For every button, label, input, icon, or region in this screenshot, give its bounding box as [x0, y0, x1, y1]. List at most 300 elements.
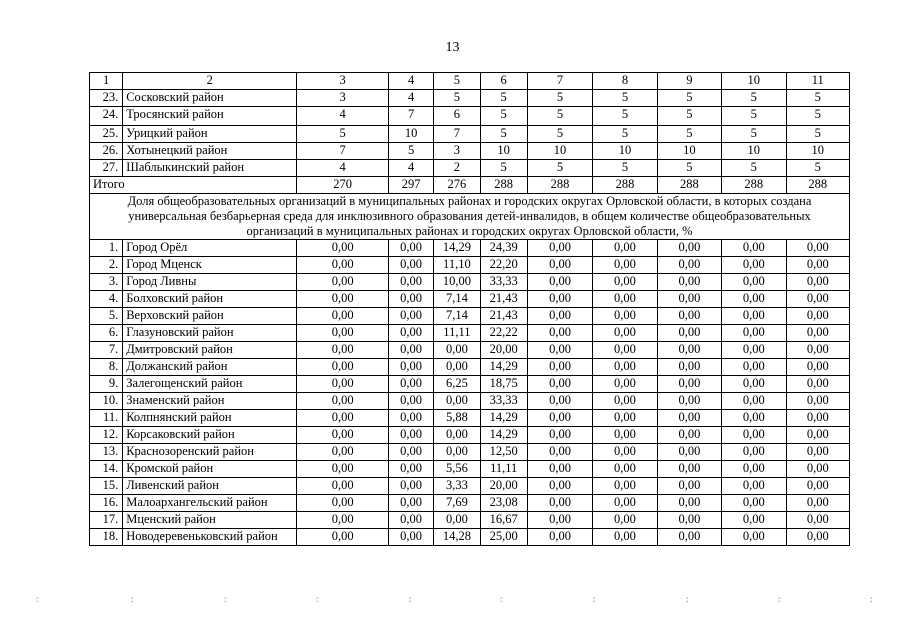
value-cell: 5,56 — [434, 461, 480, 478]
total-row — [90, 177, 850, 194]
value-cell: 5 — [480, 126, 527, 143]
total-value: 297 — [388, 177, 433, 194]
value-cell: 7,69 — [434, 495, 480, 512]
value-cell: 5 — [593, 160, 657, 177]
header-cell: 8 — [593, 73, 657, 90]
value-cell: 25,00 — [480, 529, 527, 546]
value-cell: 0,00 — [388, 393, 433, 410]
value-cell: 3,33 — [434, 478, 480, 495]
value-cell: 14,29 — [480, 410, 527, 427]
value-cell: 0,00 — [527, 274, 592, 291]
value-cell: 0,00 — [388, 342, 433, 359]
value-cell: 0,00 — [593, 529, 657, 546]
value-cell: 0,00 — [593, 308, 657, 325]
district-name: Мценский район — [123, 512, 297, 529]
scan-mark: : — [686, 594, 689, 604]
value-cell: 0,00 — [657, 359, 721, 376]
value-cell: 0,00 — [434, 393, 480, 410]
value-cell: 0,00 — [297, 529, 389, 546]
table-row — [90, 376, 850, 393]
table-row — [90, 308, 850, 325]
value-cell: 0,00 — [434, 359, 480, 376]
value-cell: 14,29 — [480, 427, 527, 444]
value-cell: 0,00 — [388, 308, 433, 325]
value-cell: 4 — [297, 160, 389, 177]
value-cell: 0,00 — [786, 359, 849, 376]
value-cell: 5 — [722, 160, 786, 177]
value-cell: 22,20 — [480, 257, 527, 274]
table-row — [90, 359, 850, 376]
value-cell: 0,00 — [527, 427, 592, 444]
value-cell: 0,00 — [297, 393, 389, 410]
total-value: 270 — [297, 177, 389, 194]
value-cell: 0,00 — [297, 444, 389, 461]
section-heading-row — [90, 194, 850, 240]
total-value: 288 — [593, 177, 657, 194]
value-cell: 10 — [786, 143, 849, 160]
value-cell: 0,00 — [297, 240, 389, 257]
table-row — [90, 143, 850, 160]
value-cell: 0,00 — [434, 342, 480, 359]
district-name: Залегощенский район — [123, 376, 297, 393]
value-cell: 0,00 — [527, 325, 592, 342]
header-cell: 5 — [434, 73, 480, 90]
value-cell: 0,00 — [786, 444, 849, 461]
value-cell: 0,00 — [297, 461, 389, 478]
table-row — [90, 274, 850, 291]
value-cell: 0,00 — [527, 444, 592, 461]
scan-mark: : — [316, 594, 319, 604]
value-cell: 0,00 — [527, 240, 592, 257]
value-cell: 0,00 — [388, 410, 433, 427]
header-cell: 2 — [123, 73, 297, 90]
value-cell: 0,00 — [527, 393, 592, 410]
header-cell: 7 — [527, 73, 592, 90]
table-row — [90, 529, 850, 546]
value-cell: 5 — [722, 107, 786, 126]
value-cell: 0,00 — [388, 529, 433, 546]
district-name: Кромской район — [123, 461, 297, 478]
value-cell: 10 — [657, 143, 721, 160]
value-cell: 5 — [657, 90, 721, 107]
value-cell: 18,75 — [480, 376, 527, 393]
row-number: 18. — [90, 529, 123, 546]
value-cell: 5 — [786, 90, 849, 107]
value-cell: 5 — [657, 107, 721, 126]
row-number: 17. — [90, 512, 123, 529]
table-row — [90, 107, 850, 126]
scan-mark: : — [593, 594, 596, 604]
value-cell: 7 — [297, 143, 389, 160]
row-number: 9. — [90, 376, 123, 393]
district-name: Город Ливны — [123, 274, 297, 291]
value-cell: 0,00 — [297, 325, 389, 342]
table-row — [90, 495, 850, 512]
scan-mark: : — [224, 594, 227, 604]
district-name: Ливенский район — [123, 478, 297, 495]
value-cell: 0,00 — [786, 274, 849, 291]
value-cell: 4 — [297, 107, 389, 126]
value-cell: 0,00 — [722, 308, 786, 325]
value-cell: 7,14 — [434, 308, 480, 325]
table-row — [90, 461, 850, 478]
value-cell: 0,00 — [593, 376, 657, 393]
value-cell: 0,00 — [722, 359, 786, 376]
row-number: 4. — [90, 291, 123, 308]
value-cell: 5 — [657, 160, 721, 177]
value-cell: 0,00 — [297, 257, 389, 274]
value-cell: 0,00 — [657, 291, 721, 308]
row-number: 16. — [90, 495, 123, 512]
value-cell: 10 — [388, 126, 433, 143]
value-cell: 24,39 — [480, 240, 527, 257]
value-cell: 0,00 — [388, 427, 433, 444]
table-row — [90, 427, 850, 444]
value-cell: 0,00 — [593, 444, 657, 461]
value-cell: 0,00 — [786, 291, 849, 308]
value-cell: 0,00 — [527, 308, 592, 325]
scan-mark: : — [500, 594, 503, 604]
district-name: Колпнянский район — [123, 410, 297, 427]
value-cell: 11,11 — [480, 461, 527, 478]
value-cell: 0,00 — [593, 257, 657, 274]
table-row — [90, 90, 850, 107]
value-cell: 0,00 — [434, 444, 480, 461]
value-cell: 0,00 — [786, 427, 849, 444]
value-cell: 0,00 — [786, 240, 849, 257]
scan-mark: : — [870, 594, 873, 604]
value-cell: 5 — [527, 107, 592, 126]
value-cell: 33,33 — [480, 393, 527, 410]
value-cell: 0,00 — [527, 376, 592, 393]
value-cell: 0,00 — [657, 240, 721, 257]
district-name: Город Орёл — [123, 240, 297, 257]
value-cell: 0,00 — [297, 291, 389, 308]
table-row — [90, 160, 850, 177]
table-row — [90, 478, 850, 495]
value-cell: 0,00 — [722, 495, 786, 512]
row-number: 26. — [90, 143, 123, 160]
value-cell: 0,00 — [527, 342, 592, 359]
value-cell: 10,00 — [434, 274, 480, 291]
value-cell: 0,00 — [388, 359, 433, 376]
section-heading: Доля общеобразовательных организаций в муниципальных районах и городских округах Орловской области, в которых создана универсальная безбарьерная среда для инклюзивного образования детей-инвалидов, в общем количестве общеобразовательных организаций в муниципальных районах и городских округах Орловской области, % — [90, 194, 850, 240]
value-cell: 0,00 — [388, 478, 433, 495]
value-cell: 0,00 — [297, 427, 389, 444]
value-cell: 0,00 — [527, 257, 592, 274]
total-value: 288 — [527, 177, 592, 194]
value-cell: 0,00 — [657, 257, 721, 274]
row-number: 6. — [90, 325, 123, 342]
value-cell: 0,00 — [786, 325, 849, 342]
table-row — [90, 393, 850, 410]
value-cell: 11,11 — [434, 325, 480, 342]
value-cell: 0,00 — [297, 478, 389, 495]
value-cell: 0,00 — [657, 444, 721, 461]
value-cell: 21,43 — [480, 291, 527, 308]
value-cell: 0,00 — [657, 512, 721, 529]
value-cell: 0,00 — [297, 512, 389, 529]
value-cell: 4 — [388, 90, 433, 107]
value-cell: 0,00 — [593, 325, 657, 342]
value-cell: 10 — [480, 143, 527, 160]
value-cell: 5 — [786, 107, 849, 126]
value-cell: 5 — [593, 126, 657, 143]
district-name: Должанский район — [123, 359, 297, 376]
scan-mark: : — [778, 594, 781, 604]
value-cell: 14,28 — [434, 529, 480, 546]
value-cell: 4 — [388, 160, 433, 177]
value-cell: 0,00 — [786, 461, 849, 478]
table-row — [90, 291, 850, 308]
value-cell: 10 — [593, 143, 657, 160]
value-cell: 0,00 — [657, 478, 721, 495]
district-name: Знаменский район — [123, 393, 297, 410]
table-row — [90, 444, 850, 461]
value-cell: 0,00 — [786, 257, 849, 274]
value-cell: 0,00 — [722, 512, 786, 529]
value-cell: 5 — [480, 107, 527, 126]
district-name: Болховский район — [123, 291, 297, 308]
value-cell: 0,00 — [593, 461, 657, 478]
value-cell: 33,33 — [480, 274, 527, 291]
table-row — [90, 126, 850, 143]
value-cell: 0,00 — [388, 291, 433, 308]
row-number: 23. — [90, 90, 123, 107]
row-number: 13. — [90, 444, 123, 461]
value-cell: 6,25 — [434, 376, 480, 393]
row-number: 25. — [90, 126, 123, 143]
value-cell: 0,00 — [527, 359, 592, 376]
value-cell: 5 — [722, 90, 786, 107]
row-number: 2. — [90, 257, 123, 274]
value-cell: 0,00 — [297, 308, 389, 325]
value-cell: 0,00 — [657, 342, 721, 359]
district-name: Шаблыкинский район — [123, 160, 297, 177]
value-cell: 0,00 — [593, 291, 657, 308]
header-cell: 11 — [786, 73, 849, 90]
row-number: 15. — [90, 478, 123, 495]
value-cell: 0,00 — [593, 359, 657, 376]
value-cell: 5,88 — [434, 410, 480, 427]
value-cell: 0,00 — [786, 478, 849, 495]
page-number: 13 — [445, 40, 460, 55]
value-cell: 5 — [593, 107, 657, 126]
value-cell: 2 — [434, 160, 480, 177]
value-cell: 7 — [434, 126, 480, 143]
value-cell: 23,08 — [480, 495, 527, 512]
value-cell: 5 — [480, 160, 527, 177]
value-cell: 0,00 — [657, 376, 721, 393]
header-cell: 9 — [657, 73, 721, 90]
district-name: Глазуновский район — [123, 325, 297, 342]
row-number: 10. — [90, 393, 123, 410]
row-number: 7. — [90, 342, 123, 359]
value-cell: 0,00 — [297, 376, 389, 393]
row-number: 3. — [90, 274, 123, 291]
value-cell: 21,43 — [480, 308, 527, 325]
value-cell: 3 — [297, 90, 389, 107]
value-cell: 0,00 — [657, 308, 721, 325]
value-cell: 10 — [527, 143, 592, 160]
value-cell: 0,00 — [593, 274, 657, 291]
district-name: Малоархангельский район — [123, 495, 297, 512]
total-value: 288 — [722, 177, 786, 194]
value-cell: 0,00 — [527, 410, 592, 427]
value-cell: 0,00 — [722, 393, 786, 410]
value-cell: 0,00 — [722, 444, 786, 461]
total-value: 276 — [434, 177, 480, 194]
table-row — [90, 512, 850, 529]
value-cell: 0,00 — [786, 393, 849, 410]
value-cell: 0,00 — [593, 495, 657, 512]
value-cell: 0,00 — [388, 495, 433, 512]
value-cell: 0,00 — [593, 478, 657, 495]
value-cell: 10 — [722, 143, 786, 160]
total-label: Итого — [90, 177, 297, 194]
value-cell: 5 — [657, 126, 721, 143]
value-cell: 0,00 — [388, 240, 433, 257]
value-cell: 0,00 — [722, 240, 786, 257]
value-cell: 0,00 — [786, 512, 849, 529]
value-cell: 0,00 — [297, 274, 389, 291]
row-number: 8. — [90, 359, 123, 376]
value-cell: 0,00 — [527, 529, 592, 546]
header-cell: 1 — [90, 73, 123, 90]
value-cell: 0,00 — [593, 512, 657, 529]
value-cell: 0,00 — [388, 257, 433, 274]
value-cell: 0,00 — [722, 342, 786, 359]
value-cell: 0,00 — [722, 291, 786, 308]
value-cell: 5 — [297, 126, 389, 143]
value-cell: 12,50 — [480, 444, 527, 461]
value-cell: 0,00 — [786, 410, 849, 427]
table-row — [90, 325, 850, 342]
district-name: Сосковский район — [123, 90, 297, 107]
value-cell: 0,00 — [593, 393, 657, 410]
value-cell: 5 — [527, 160, 592, 177]
value-cell: 0,00 — [527, 512, 592, 529]
district-name: Верховский район — [123, 308, 297, 325]
value-cell: 0,00 — [593, 342, 657, 359]
district-name: Тросянский район — [123, 107, 297, 126]
value-cell: 0,00 — [434, 427, 480, 444]
value-cell: 5 — [527, 126, 592, 143]
scan-mark: : — [131, 594, 134, 604]
value-cell: 6 — [434, 107, 480, 126]
district-name: Дмитровский район — [123, 342, 297, 359]
value-cell: 0,00 — [786, 529, 849, 546]
value-cell: 0,00 — [297, 342, 389, 359]
value-cell: 0,00 — [388, 444, 433, 461]
district-name: Новодеревеньковский район — [123, 529, 297, 546]
value-cell: 0,00 — [388, 461, 433, 478]
value-cell: 0,00 — [657, 274, 721, 291]
scan-marks — [0, 594, 905, 604]
value-cell: 0,00 — [527, 478, 592, 495]
total-value: 288 — [480, 177, 527, 194]
value-cell: 0,00 — [722, 478, 786, 495]
value-cell: 0,00 — [722, 410, 786, 427]
district-name: Город Мценск — [123, 257, 297, 274]
value-cell: 0,00 — [786, 376, 849, 393]
value-cell: 0,00 — [722, 529, 786, 546]
value-cell: 3 — [434, 143, 480, 160]
value-cell: 0,00 — [434, 512, 480, 529]
total-value: 288 — [786, 177, 849, 194]
value-cell: 0,00 — [786, 308, 849, 325]
header-cell: 4 — [388, 73, 433, 90]
value-cell: 5 — [593, 90, 657, 107]
value-cell: 5 — [786, 160, 849, 177]
value-cell: 0,00 — [593, 410, 657, 427]
value-cell: 0,00 — [722, 325, 786, 342]
value-cell: 20,00 — [480, 342, 527, 359]
value-cell: 0,00 — [388, 325, 433, 342]
value-cell: 20,00 — [480, 478, 527, 495]
district-name: Краснозоренский район — [123, 444, 297, 461]
value-cell: 0,00 — [786, 342, 849, 359]
value-cell: 0,00 — [297, 410, 389, 427]
value-cell: 5 — [722, 126, 786, 143]
value-cell: 5 — [388, 143, 433, 160]
scan-mark: : — [36, 594, 39, 604]
row-number: 24. — [90, 107, 123, 126]
value-cell: 0,00 — [657, 461, 721, 478]
value-cell: 0,00 — [388, 376, 433, 393]
value-cell: 5 — [786, 126, 849, 143]
value-cell: 0,00 — [722, 461, 786, 478]
data-table — [89, 72, 850, 546]
value-cell: 0,00 — [388, 274, 433, 291]
table-row — [90, 257, 850, 274]
value-cell: 0,00 — [657, 529, 721, 546]
district-name: Корсаковский район — [123, 427, 297, 444]
value-cell: 0,00 — [722, 274, 786, 291]
table-body — [90, 73, 850, 546]
value-cell: 0,00 — [388, 512, 433, 529]
value-cell: 0,00 — [593, 427, 657, 444]
value-cell: 0,00 — [297, 495, 389, 512]
value-cell: 22,22 — [480, 325, 527, 342]
value-cell: 0,00 — [527, 495, 592, 512]
header-cell: 10 — [722, 73, 786, 90]
value-cell: 5 — [527, 90, 592, 107]
value-cell: 16,67 — [480, 512, 527, 529]
table-row — [90, 240, 850, 257]
value-cell: 0,00 — [657, 410, 721, 427]
value-cell: 0,00 — [593, 240, 657, 257]
row-number: 27. — [90, 160, 123, 177]
value-cell: 0,00 — [297, 359, 389, 376]
table-row — [90, 410, 850, 427]
value-cell: 7,14 — [434, 291, 480, 308]
district-name: Урицкий район — [123, 126, 297, 143]
header-row — [90, 73, 850, 90]
value-cell: 0,00 — [657, 427, 721, 444]
value-cell: 0,00 — [722, 257, 786, 274]
value-cell: 0,00 — [657, 495, 721, 512]
value-cell: 11,10 — [434, 257, 480, 274]
value-cell: 7 — [388, 107, 433, 126]
header-cell: 3 — [297, 73, 389, 90]
scan-mark: : — [409, 594, 412, 604]
row-number: 11. — [90, 410, 123, 427]
value-cell: 0,00 — [527, 461, 592, 478]
value-cell: 0,00 — [657, 393, 721, 410]
row-number: 12. — [90, 427, 123, 444]
value-cell: 0,00 — [722, 376, 786, 393]
